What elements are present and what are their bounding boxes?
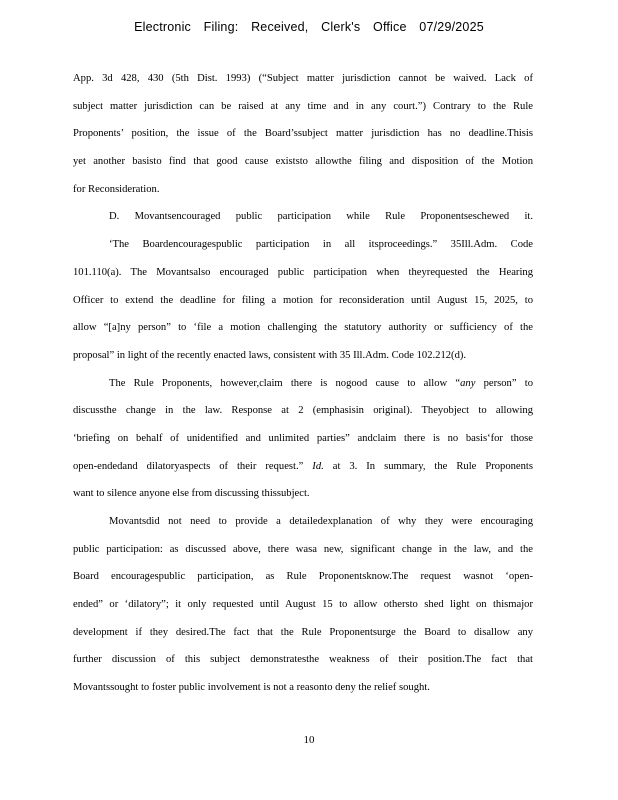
- text-line: proposal” in light of the recently enacted laws, consistent with 35 Ill.Adm. Code 102.212(d).: [73, 349, 467, 361]
- document-body: [73, 68, 533, 705]
- text-line: [73, 456, 533, 484]
- section-heading-d: D. Movantsencouraged public participation while Rule Proponentseschewed it.: [109, 211, 533, 223]
- text-line: ‘briefing on behalf of unidentified and unlimited parties” andclaim there is no basis‘for those: [73, 432, 533, 444]
- text-line: 101.110(a). The Movantsalso encouraged public participation when theyrequested the Hearing: [73, 266, 533, 278]
- text-line: App. 3d 428, 430 (5th Dist. 1993) (“Subject matter jurisdiction cannot be waived. Lack of: [73, 73, 533, 84]
- text-line: Officer to extend the deadline for filing a motion for reconsideration until August 15, 2025, to: [73, 294, 533, 306]
- text-line: development if they desired.The fact that the Rule Proponentsurge the Board to disallow any: [73, 626, 533, 638]
- text-line: Movantsdid not need to provide a detailedexplanation of why they were encouraging: [109, 516, 533, 527]
- text-line: ‘The Boardencouragespublic participation in all itsproceedings.” 35Ill.Adm. Code: [109, 239, 533, 251]
- electronic-filing-header: Electronic Filing: Received, Clerk's Office 07/29/2025: [134, 20, 484, 34]
- text-line: for Reconsideration.: [73, 183, 160, 195]
- text-line: discussthe change in the law. Response at 2 (emphasisin original). Theyobject to allowing: [73, 405, 533, 417]
- text-line: ended” or ‘dilatory”; it only requested until August 15 to allow othersto shed light on thismajor: [73, 599, 533, 611]
- text-segment: person” to: [475, 377, 533, 389]
- text-line: further discussion of this subject demonstratesthe weakness of their position.The fact that: [73, 654, 533, 666]
- text-segment: at 3. In summary, the Rule Proponents: [323, 460, 533, 472]
- text-line: want to silence anyone else from discussing thissubject.: [73, 488, 310, 500]
- text-line: Board encouragespublic participation, as Rule Proponentsknow.The request wasnot ‘open-: [73, 571, 533, 583]
- text-line: subject matter jurisdiction can be raised at any time and in any court.”) Contrary to the Rule: [73, 100, 533, 112]
- text-line: allow “[a]ny person” to ‘file a motion challenging the statutory authority or sufficiency of the: [73, 322, 533, 334]
- text-line: public participation: as discussed above, there wasa new, significant change in the law, and the: [73, 543, 533, 555]
- text-line: yet another basisto find that good cause existsto allowthe filing and disposition of the Motion: [73, 156, 533, 168]
- text-segment: open-endedand dilatoryaspects of their request.”: [73, 460, 313, 472]
- page-number: 10: [303, 734, 315, 746]
- text-line: Movantssought to foster public involvement is not a reasonto deny the relief sought.: [73, 682, 430, 694]
- emphasis-any: any: [460, 377, 476, 389]
- text-line: Proponents’ position, the issue of the Board’ssubject matter jurisdiction has no deadline.Thisis: [73, 128, 533, 140]
- citation-id: Id.: [312, 460, 324, 472]
- text-line: [73, 373, 533, 401]
- text-segment: The Rule Proponents, however,claim there is nogood cause to allow “: [109, 377, 461, 389]
